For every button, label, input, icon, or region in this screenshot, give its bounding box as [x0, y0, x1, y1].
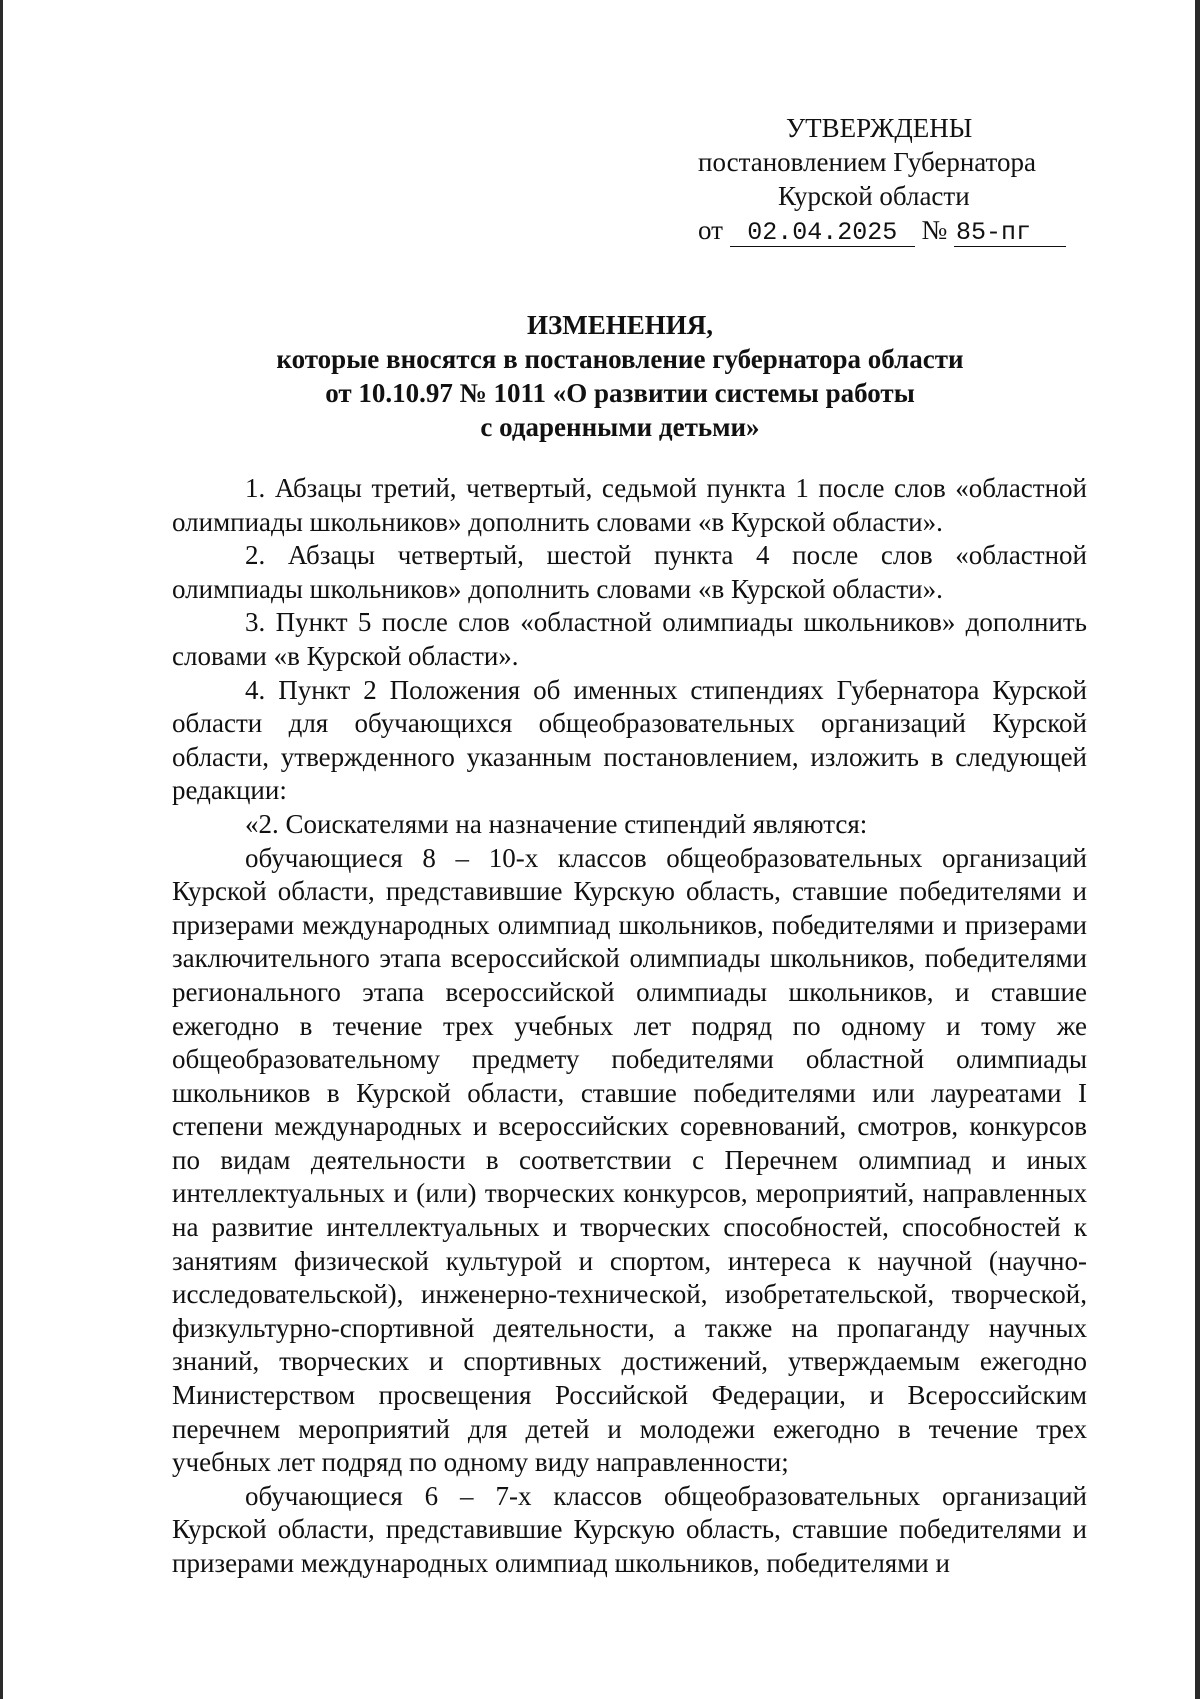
paragraph-1: 1. Абзацы третий, четвертый, седьмой пункта 1 после слов «областной олимпиады школьников» дополнить словами «в Курской области».: [172, 473, 1087, 537]
approval-stamp: [690, 111, 1090, 247]
title-line-2: которые вносятся в постановление губернатора области: [276, 344, 964, 374]
paragraph-5: «2. Соискателями на назначение стипендий являются:: [245, 808, 868, 839]
from-label: от: [698, 215, 723, 245]
scan-border-left: [0, 0, 3, 1699]
document-title: [170, 308, 1070, 444]
scan-border-right: [1195, 0, 1200, 1699]
paragraph-4: 4. Пункт 2 Положения об именных стипендиях Губернатора Курской области для обучающихся общеобразовательных организаций Курской области, утвержденного указанным постановлением, изложить в следующей редакции:: [172, 674, 1087, 806]
approval-date: 02.04.2025: [730, 220, 915, 247]
paragraph-3: 3. Пункт 5 после слов «областной олимпиады школьников» дополнить словами «в Курской области».: [172, 607, 1087, 671]
approval-number: 85-пг: [954, 220, 1066, 247]
paragraph-6: обучающиеся 8 – 10-х классов общеобразовательных организаций Курской области, представившие Курскую область, ставшие победителями и призерами международных олимпиад школьников, победителями и призерами заключительного этапа всероссийской олимпиады школьников, победителями регионального этапа всероссийской олимпиады школьников, и ставшие ежегодно в течение трех учебных лет подряд по одному и тому же общеобразовательному предмету победителями областной олимпиады школьников в Курской области, ставшие победителями или лауреатами I степени международных и всероссийских соревнований, смотров, конкурсов по видам деятельности в соответствии с Перечнем олимпиад и иных интеллектуальных и (или) творческих конкурсов, мероприятий, направленных на развитие интеллектуальных и творческих способностей, способностей к занятиям физической культурой и спортом, интереса к научной (научно-исследовательской), инженерно-технической, изобретательской, творческой, физкультурно-спортивной деятельности, а также на пропаганду научных знаний, творческих и спортивных достижений, утверждаемым ежегодно Министерством просвещения Российской Федерации, и Всероссийским перечнем мероприятий для детей и молодежи ежегодно в течение трех учебных лет подряд по одному виду направленности;: [172, 842, 1087, 1478]
approval-heading: УТВЕРЖДЕНЫ: [786, 113, 973, 143]
number-label: №: [921, 215, 948, 245]
approval-line-region: Курской области: [778, 181, 970, 211]
paragraph-7: обучающиеся 6 – 7-х классов общеобразовательных организаций Курской области, представившие Курскую область, ставшие победителями и призерами международных олимпиад школьников, победителями и: [172, 1480, 1087, 1578]
title-line-3: от 10.10.97 № 1011 «О развитии системы работы: [325, 378, 915, 408]
title-line-4: с одаренными детьми»: [480, 412, 760, 442]
title-line-1: ИЗМЕНЕНИЯ,: [526, 310, 713, 340]
document-body: [172, 472, 1087, 1581]
approval-line-resolution: постановлением Губернатора: [698, 147, 1036, 177]
paragraph-2: 2. Абзацы четвертый, шестой пункта 4 после слов «областной олимпиады школьников» дополнить словами «в Курской области».: [172, 540, 1087, 604]
approval-date-number: [690, 213, 1090, 247]
